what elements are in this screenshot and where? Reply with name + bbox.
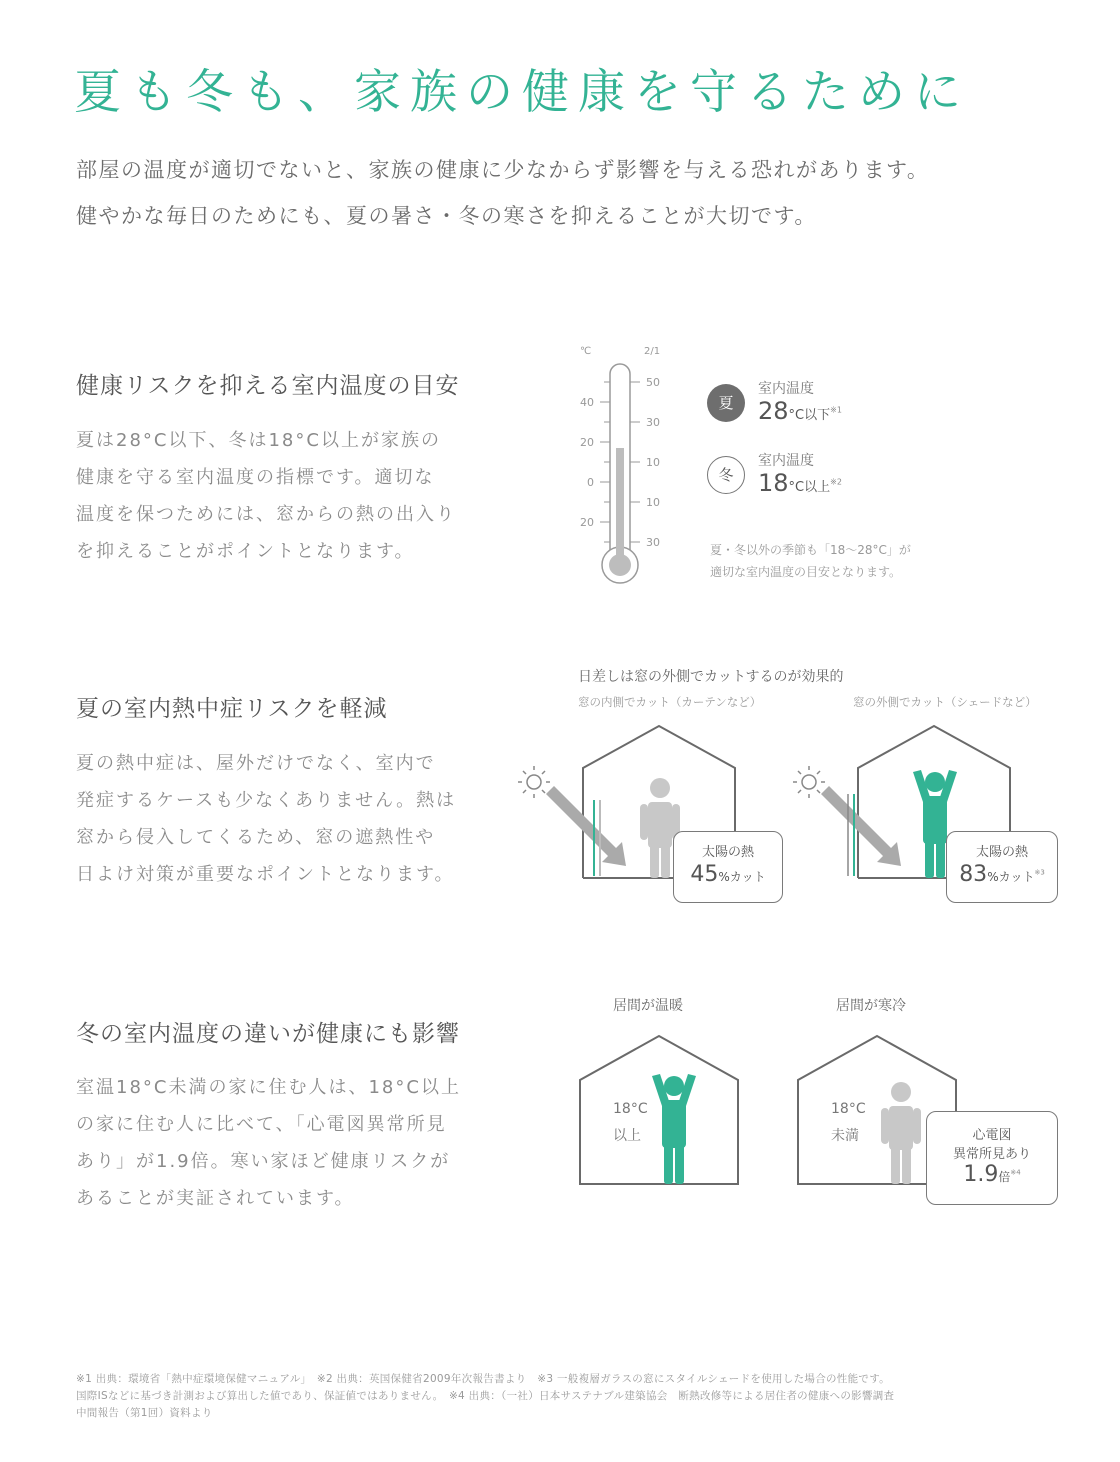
thermo-tick-left: 20	[580, 436, 594, 449]
section2-body-line: 日よけ対策が重要なポイントとなります。	[76, 864, 455, 885]
section2-body-line: 窓から侵入してくるため、窓の遮熱性や	[76, 827, 436, 848]
section1-body-line: 健康を守る室内温度の指標です。適切な	[76, 467, 435, 488]
thermometer-unit-right: 2/1	[644, 346, 661, 357]
thermometer-unit-left: ℃	[580, 346, 592, 357]
footnote-line: 国際ISなどに基づき計測および算出した値であり、保証値ではありません。 ※4 出典：（一社）日本サステナブル建築協会 断熱改修等による居住者の健康への影響調査	[76, 1390, 895, 1402]
sunlight-arrow	[546, 786, 626, 866]
cold-temp: 18°C	[831, 1101, 866, 1117]
heat-cut-card-outer: 太陽の熱 83%カット$^{※3}$	[946, 831, 1058, 903]
thermo-tick-right: 50	[646, 376, 660, 389]
section3-body-line: の家に住む人に比べて、「心電図異常所見	[76, 1114, 447, 1135]
thermo-tick-right: 10	[646, 496, 660, 509]
section3-body-line: あり」が1.9倍。寒い家ほど健康リスクが	[76, 1151, 451, 1172]
house-warm-diagram	[570, 1030, 750, 1190]
thermo-tick-left: 20	[580, 516, 594, 529]
thermo-tick-right: 30	[646, 416, 660, 429]
thermometer-icon	[560, 340, 680, 590]
section1-body-line: 温度を保つためには、窓からの熱の出入り	[76, 504, 456, 525]
thermo-tick-left: 40	[580, 396, 594, 409]
intro-line-1: 部屋の温度が適切でないと、家族の健康に少なからず影響を与える恐れがあります。	[76, 158, 930, 182]
thermo-tick-left: 0	[587, 476, 594, 489]
season-caption-line: 夏・冬以外の季節も「18〜28°C」が	[710, 543, 911, 557]
person-cheering-icon	[652, 1074, 696, 1184]
section3-body-line: あることが実証されています。	[76, 1188, 355, 1209]
winter-badge: 冬	[707, 456, 745, 494]
summer-badge: 夏	[707, 384, 745, 422]
summer-temperature: 28°C以下$^{※1}$	[758, 397, 842, 425]
warm-room-caption: 居間が温暖	[613, 998, 683, 1014]
cold-cond: 未満	[831, 1128, 859, 1144]
section2-body-line: 夏の熱中症は、屋外だけでなく、室内で	[76, 753, 436, 774]
warm-temp: 18°C	[613, 1101, 648, 1117]
thermo-tick-right: 10	[646, 456, 660, 469]
summer-label: 室内温度	[758, 381, 814, 397]
section-heading-heatstroke: 夏の室内熱中症リスクを軽減	[76, 696, 388, 722]
thermo-tick-right: 30	[646, 536, 660, 549]
section3-body-line: 室温18°C未満の家に住む人は、18°C以上	[76, 1077, 461, 1098]
intro-line-2: 健やかな毎日のためにも、夏の暑さ・冬の寒さを抑えることが大切です。	[76, 204, 817, 228]
cold-room-caption: 居間が寒冷	[836, 998, 906, 1014]
sunlight-arrow	[821, 786, 901, 866]
footnote-line: ※1 出典：環境省「熱中症環境保健マニュアル」 ※2 出典：英国保健省2009年次報告書より ※3 一般複層ガラスの窓にスタイルシェードを使用した場合の性能です。	[76, 1373, 890, 1385]
section1-body-line: 夏は28°C以下、冬は18°C以上が家族の	[76, 430, 441, 451]
sun-icon	[793, 766, 825, 798]
season-caption-line: 適切な室内温度の目安となります。	[710, 565, 902, 579]
winter-temperature: 18°C以上$^{※2}$	[758, 469, 842, 497]
section-heading-temperature: 健康リスクを抑える室内温度の目安	[76, 373, 460, 399]
winter-label: 室内温度	[758, 453, 814, 469]
inner-cut-caption: 窓の内側でカット（カーテンなど）	[578, 695, 762, 709]
warm-cond: 以上	[613, 1128, 641, 1144]
section-heading-winter: 冬の室内温度の違いが健康にも影響	[76, 1021, 460, 1047]
footnote-line: 中間報告（第1回）資料より	[76, 1407, 213, 1419]
sun-icon	[518, 766, 550, 798]
diagram-title: 日差しは窓の外側でカットするのが効果的	[578, 669, 844, 685]
person-icon	[881, 1082, 921, 1184]
outer-cut-caption: 窓の外側でカット（シェードなど）	[853, 695, 1037, 709]
section2-body-line: 発症するケースも少なくありません。熱は	[76, 790, 457, 811]
heat-cut-card-inner: 太陽の熱 45%カット	[673, 831, 783, 903]
page-title: 夏も冬も、家族の健康を守るために	[74, 65, 970, 120]
section1-body-line: を抑えることがポイントとなります。	[76, 541, 415, 562]
ecg-risk-card: 心電図 異常所見あり 1.9倍$^{※4}$	[926, 1111, 1058, 1205]
